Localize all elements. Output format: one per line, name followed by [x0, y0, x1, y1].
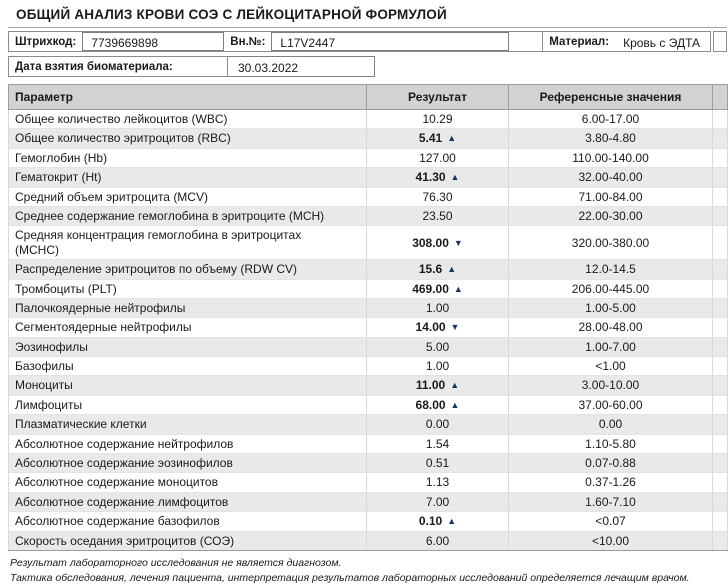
parameter-cell	[9, 279, 367, 298]
result-cell: 15.6 ▲	[367, 260, 509, 279]
parameter-name: Эозинофилы	[15, 339, 88, 354]
parameter-name: Скорость оседания эритроцитов (СОЭ)	[15, 533, 235, 548]
result-cell: 127.00	[367, 148, 509, 167]
cutoff-cell	[713, 454, 728, 473]
sampling-date-value: 30.03.2022	[228, 56, 375, 77]
parameter-name: Сегментоядерные нейтрофилы	[15, 320, 192, 335]
result-cell: 469.00 ▲	[367, 279, 509, 298]
parameter-name: Общее количество эритроцитов (RBC)	[15, 131, 231, 146]
parameter-name: Моноциты	[15, 378, 73, 393]
parameter-cell	[9, 337, 367, 356]
arrow-down-icon: ▼	[453, 237, 463, 248]
reference-cell: 0.37-1.26	[509, 473, 713, 492]
result-cell: 7.00	[367, 492, 509, 511]
arrow-up-icon: ▲	[447, 133, 457, 144]
reference-cell: 1.10-5.80	[509, 434, 713, 453]
parameter-name: Гемоглобин (Hb)	[15, 150, 108, 165]
reference-cell: 1.60-7.10	[509, 492, 713, 511]
result-cell: 6.00	[367, 531, 509, 550]
result-cell: 0.51	[367, 454, 509, 473]
parameter-cell	[9, 454, 367, 473]
result-cell: 1.13	[367, 473, 509, 492]
parameter-name: Абсолютное содержание базофилов	[15, 514, 220, 529]
report-title: ОБЩИЙ АНАЛИЗ КРОВИ СОЭ С ЛЕЙКОЦИТАРНОЙ ФОРМУЛОЙ	[8, 3, 727, 28]
result-cell: 0.10 ▲	[367, 512, 509, 531]
cutoff-cell	[713, 226, 728, 260]
column-header-cutoff	[713, 85, 728, 110]
parameter-cell	[9, 298, 367, 317]
parameter-name: Распределение эритроцитов по объему (RDW CV)	[15, 262, 298, 277]
cutoff-cell	[713, 337, 728, 356]
parameter-cell	[9, 206, 367, 225]
table-row	[9, 376, 728, 395]
disclaimer-line-2: Тактика обследования, лечения пациента, интерпретация результатов лабораторных исследований определяется лечащим врачом.	[10, 572, 690, 585]
reference-cell: <0.07	[509, 512, 713, 531]
table-row	[9, 279, 728, 298]
arrow-down-icon: ▼	[450, 322, 460, 333]
parameter-cell	[9, 357, 367, 376]
table-row	[9, 434, 728, 453]
sampling-date-row	[8, 56, 727, 77]
result-cell: 308.00 ▼	[367, 226, 509, 260]
reference-cell: 12.0-14.5	[509, 260, 713, 279]
internal-number-label: Вн.№:	[230, 36, 266, 48]
cutoff-cell	[713, 492, 728, 511]
parameter-cell	[9, 434, 367, 453]
cutoff-cell	[713, 129, 728, 148]
parameter-cell	[9, 376, 367, 395]
parameter-name: Абсолютное содержание эозинофилов	[15, 456, 233, 471]
reference-cell: 32.00-40.00	[509, 168, 713, 187]
result-cell: 1.00	[367, 298, 509, 317]
reference-cell: 110.00-140.00	[509, 148, 713, 167]
reference-cell: 1.00-7.00	[509, 337, 713, 356]
parameter-name: Средняя концентрация гемоглобина в эритроцитах (МСНС)	[15, 228, 302, 257]
table-row	[9, 337, 728, 356]
reference-cell: 206.00-445.00	[509, 279, 713, 298]
cutoff-cell	[713, 168, 728, 187]
cutoff-cell	[713, 279, 728, 298]
reference-cell: 1.00-5.00	[509, 298, 713, 317]
meta-spacer	[509, 32, 542, 51]
disclaimer-line-1: Результат лабораторного исследования не является диагнозом.	[10, 556, 342, 569]
result-cell: 23.50	[367, 206, 509, 225]
meta-strip	[8, 31, 711, 52]
parameter-name: Средний объем эритроцита (MCV)	[15, 189, 208, 204]
cutoff-cell	[713, 512, 728, 531]
parameter-name: Лимфоциты	[15, 397, 83, 412]
cutoff-cell	[713, 473, 728, 492]
parameter-name: Базофилы	[15, 359, 74, 374]
sampling-date-label: Дата взятия биоматериала:	[8, 56, 228, 77]
reference-cell: 3.80-4.80	[509, 129, 713, 148]
table-row	[9, 187, 728, 206]
reference-cell: <10.00	[509, 531, 713, 550]
table-row	[9, 110, 728, 129]
cutoff-cell	[713, 357, 728, 376]
parameter-cell	[9, 473, 367, 492]
parameter-name: Гематокрит (Ht)	[15, 170, 102, 185]
results-table-header	[9, 85, 728, 110]
barcode-value: 7739669898	[82, 32, 224, 51]
parameter-name: Абсолютное содержание нейтрофилов	[15, 436, 234, 451]
arrow-up-icon: ▲	[450, 380, 460, 391]
result-cell: 5.41 ▲	[367, 129, 509, 148]
material-label: Материал:	[542, 32, 615, 51]
column-header-result: Результат	[367, 85, 509, 110]
result-cell: 11.00 ▲	[367, 376, 509, 395]
reference-cell: 28.00-48.00	[509, 318, 713, 337]
result-cell: 76.30	[367, 187, 509, 206]
column-header-reference: Референсные значения	[509, 85, 713, 110]
reference-cell: <1.00	[509, 357, 713, 376]
cutoff-cell	[713, 148, 728, 167]
internal-number-value: L17V2447	[271, 32, 509, 51]
table-row	[9, 168, 728, 187]
arrow-up-icon: ▲	[447, 516, 457, 527]
parameter-cell	[9, 531, 367, 550]
reference-cell: 320.00-380.00	[509, 226, 713, 260]
parameter-name: Тромбоциты (PLT)	[15, 281, 117, 296]
meta-row-top	[8, 31, 727, 52]
cutoff-cell	[713, 434, 728, 453]
cutoff-cell	[713, 376, 728, 395]
table-row	[9, 473, 728, 492]
parameter-cell	[9, 226, 367, 260]
barcode-label: Штрихкод:	[15, 36, 77, 48]
table-row	[9, 129, 728, 148]
result-cell: 10.29	[367, 110, 509, 129]
table-row	[9, 357, 728, 376]
table-row	[9, 512, 728, 531]
parameter-cell	[9, 415, 367, 434]
parameter-cell	[9, 492, 367, 511]
result-cell: 68.00 ▲	[367, 395, 509, 414]
result-cell: 14.00 ▼	[367, 318, 509, 337]
result-cell: 5.00	[367, 337, 509, 356]
table-row	[9, 454, 728, 473]
reference-cell: 22.00-30.00	[509, 206, 713, 225]
parameter-cell	[9, 110, 367, 129]
parameter-cell	[9, 512, 367, 531]
table-row	[9, 260, 728, 279]
result-cell: 1.00	[367, 357, 509, 376]
reference-cell: 3.00-10.00	[509, 376, 713, 395]
result-cell: 41.30 ▲	[367, 168, 509, 187]
table-row	[9, 531, 728, 550]
parameter-name: Абсолютное содержание лимфоцитов	[15, 494, 229, 509]
cutoff-cell	[713, 415, 728, 434]
table-row	[9, 318, 728, 337]
parameter-cell	[9, 129, 367, 148]
reference-cell: 0.07-0.88	[509, 454, 713, 473]
parameter-cell	[9, 260, 367, 279]
reference-cell: 0.00	[509, 415, 713, 434]
table-row	[9, 206, 728, 225]
table-row	[9, 298, 728, 317]
results-table	[8, 84, 728, 551]
table-row	[9, 415, 728, 434]
table-row	[9, 395, 728, 414]
parameter-cell	[9, 187, 367, 206]
arrow-up-icon: ▲	[447, 264, 457, 275]
material-value: Кровь с ЭДТА	[623, 36, 700, 50]
cutoff-cell	[713, 206, 728, 225]
arrow-up-icon: ▲	[450, 172, 460, 183]
parameter-cell	[9, 148, 367, 167]
cutoff-cell	[713, 110, 728, 129]
result-cell: 1.54	[367, 434, 509, 453]
arrow-up-icon: ▲	[450, 399, 460, 410]
column-header-parameter: Параметр	[9, 85, 367, 110]
reference-cell: 71.00-84.00	[509, 187, 713, 206]
results-table-body	[9, 110, 728, 551]
parameter-name: Среднее содержание гемоглобина в эритроците (МСН)	[15, 208, 325, 223]
parameter-cell	[9, 168, 367, 187]
cutoff-cell	[713, 395, 728, 414]
reference-cell: 37.00-60.00	[509, 395, 713, 414]
cutoff-cell	[713, 531, 728, 550]
table-row	[9, 492, 728, 511]
arrow-up-icon: ▲	[453, 283, 463, 294]
cutoff-cell	[713, 260, 728, 279]
footer-disclaimer	[8, 556, 727, 586]
cutoff-cell	[713, 187, 728, 206]
result-cell: 0.00	[367, 415, 509, 434]
parameter-cell	[9, 318, 367, 337]
reference-cell: 6.00-17.00	[509, 110, 713, 129]
meta-cutoff-box	[713, 31, 727, 52]
parameter-name: Плазматические клетки	[15, 417, 147, 432]
cutoff-cell	[713, 298, 728, 317]
table-row	[9, 226, 728, 260]
parameter-name: Абсолютное содержание моноцитов	[15, 475, 218, 490]
table-row	[9, 148, 728, 167]
parameter-name: Палочкоядерные нейтрофилы	[15, 300, 186, 315]
parameter-name: Общее количество лейкоцитов (WBC)	[15, 112, 228, 126]
parameter-cell	[9, 395, 367, 414]
cutoff-cell	[713, 318, 728, 337]
